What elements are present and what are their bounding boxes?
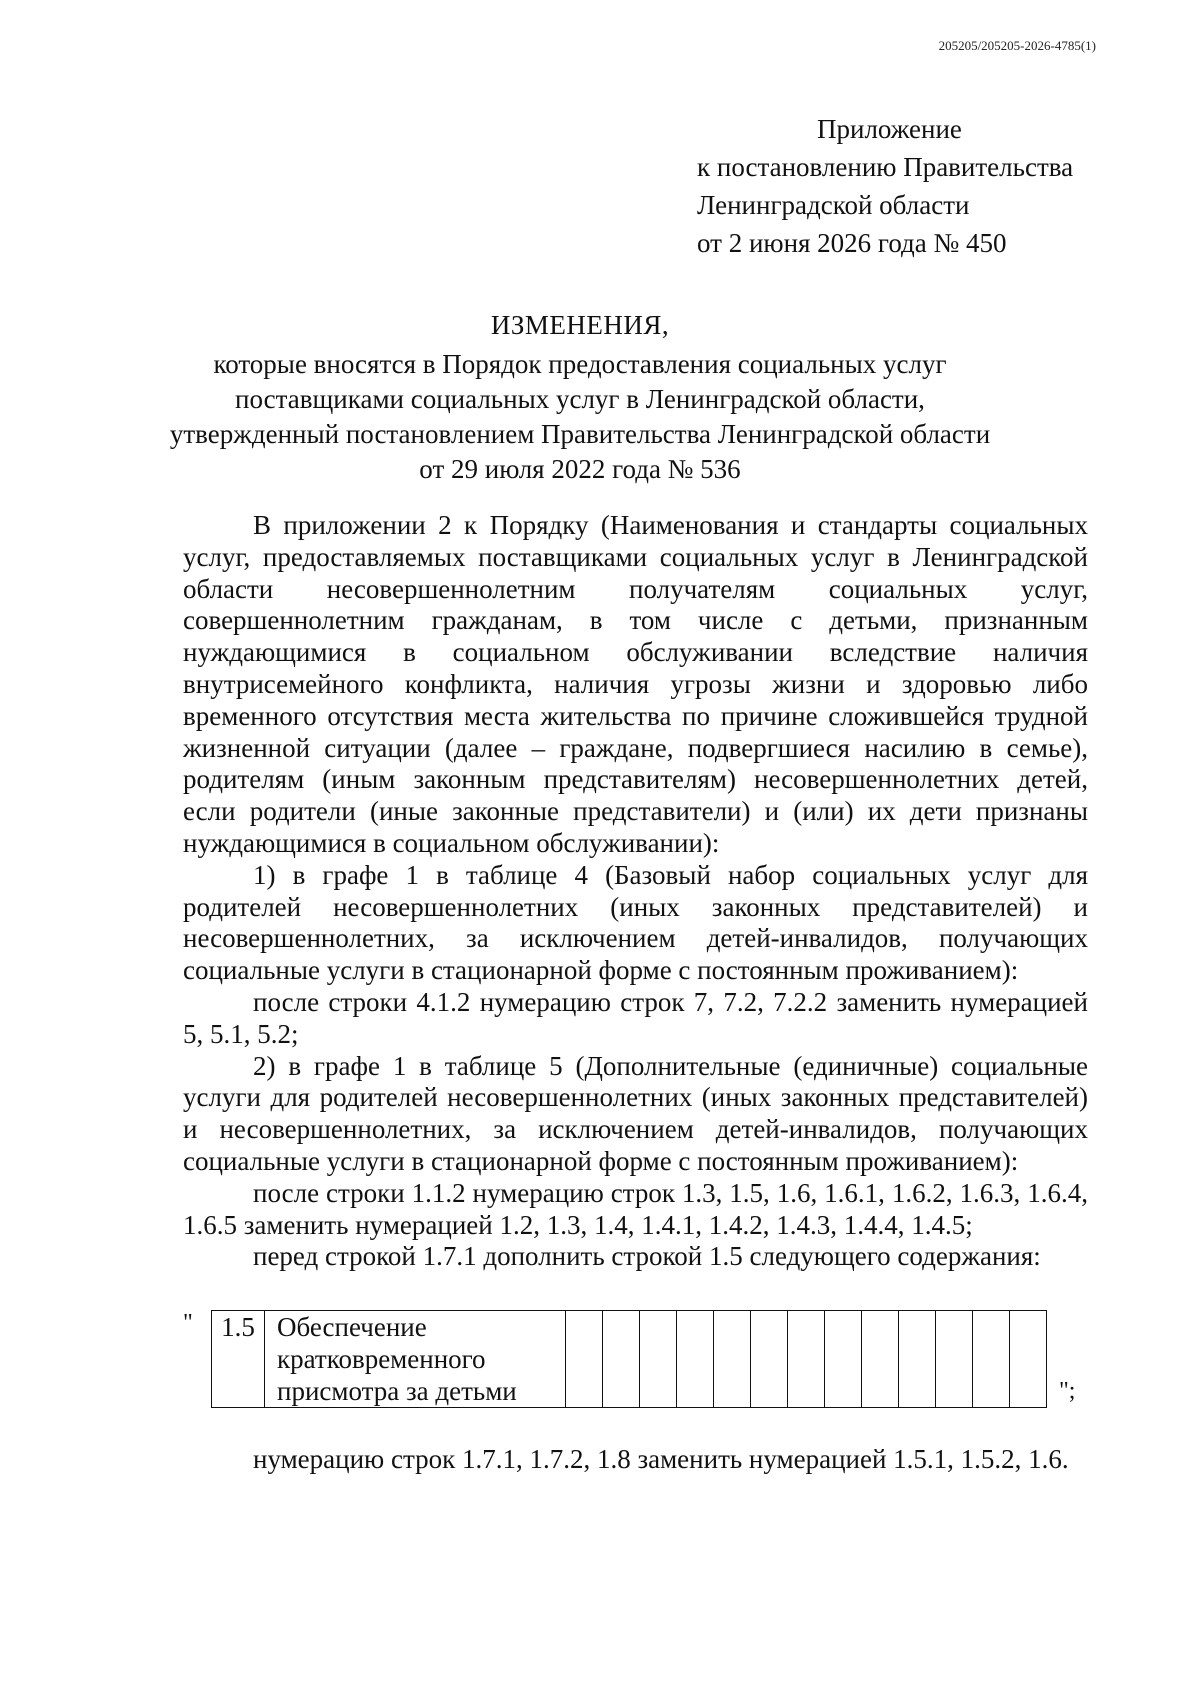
empty-cell [640, 1311, 677, 1408]
empty-cell [677, 1311, 714, 1408]
approval-line-appendix: Приложение [817, 114, 962, 144]
document-title [140, 308, 1020, 487]
item-2-paragraph: 2) в графе 1 в таблице 5 (Дополнительные (единичные) социальные услуги для родителей несовершеннолетних (иных законных представителей) и несовершеннолетних, за исключением детей-инвалидов, получающих социальные услуги в стационарной форме с постоянным проживанием): [183, 1050, 1088, 1176]
inserted-row-grid [211, 1310, 1047, 1408]
approval-line-resolution: к постановлению Правительства [697, 152, 1074, 182]
row-name-line-1: Обеспечение [277, 1312, 427, 1342]
title-line-1: которые вносятся в Порядок предоставления социальных услуг [213, 349, 947, 379]
empty-cell [751, 1311, 788, 1408]
row-name-cell [265, 1311, 566, 1408]
document-number: 205205/205205-2026-4785(1) [938, 38, 1096, 53]
intro-paragraph: В приложении 2 к Порядку (Наименования и стандарты социальных услуг, предоставляемых поставщиками социальных услуг в Ленинградской области несовершеннолетним получателям социальных услуг, совершеннолетним гражданам, в том числе с детьми, признанным нуждающимися в социальном обслуживании вследствие наличия внутрисемейного конфликта, наличия угрозы жизни и здоровью либо временного отсутствия места жительства по причине сложившейся трудной жизненной ситуации (далее – граждане, подвергшиеся насилию в семье), родителям (иным законным представителям) несовершеннолетних детей, если родители (иные законные представители) и (или) их дети признаны нуждающимися в социальном обслуживании): [183, 510, 1088, 858]
title-heading: ИЗМЕНЕНИЯ, [490, 310, 670, 340]
table-row [212, 1311, 1047, 1408]
empty-cell [936, 1311, 973, 1408]
item-2-change-paragraph: после строки 1.1.2 нумерацию строк 1.3, 1.5, 1.6, 1.6.1, 1.6.2, 1.6.3, 1.6.4, 1.6.5 заменить нумерацией 1.2, 1.3, 1.4, 1.4.1, 1.4.2, 1.4.3, 1.4.4, 1.4.5; [183, 1177, 1088, 1240]
empty-cell [899, 1311, 936, 1408]
item-1-change-paragraph: после строки 4.1.2 нумерацию строк 7, 7.2, 7.2.2 заменить нумерацией 5, 5.1, 5.2; [183, 986, 1088, 1049]
empty-cell [825, 1311, 862, 1408]
document-body [183, 510, 1088, 1273]
empty-cell [603, 1311, 640, 1408]
final-paragraph: нумерацию строк 1.7.1, 1.7.2, 1.8 заменить нумерацией 1.5.1, 1.5.2, 1.6. [253, 1444, 1069, 1474]
empty-cell [973, 1311, 1010, 1408]
empty-cell [566, 1311, 603, 1408]
quote-close-mark: "; [1059, 1378, 1076, 1404]
title-line-4: от 29 июля 2022 года № 536 [419, 454, 741, 484]
approval-line-region: Ленинградской области [697, 190, 970, 220]
quote-open-mark: " [183, 1310, 193, 1336]
empty-cell [1010, 1311, 1047, 1408]
row-name-line-2: кратковременного [277, 1344, 486, 1374]
approval-line-date: от 2 июня 2026 года № 450 [697, 228, 1007, 258]
inserted-row-table [183, 1310, 1088, 1406]
empty-cell [862, 1311, 899, 1408]
title-line-3: утвержденный постановлением Правительства Ленинградской области [169, 419, 991, 449]
item-1-paragraph: 1) в графе 1 в таблице 4 (Базовый набор социальных услуг для родителей несовершеннолетних (иных законных представителей) и несовершеннолетних, за исключением детей-инвалидов, получающих социальные услуги в стационарной форме с постоянным проживанием): [183, 859, 1088, 986]
empty-cell [788, 1311, 825, 1408]
title-line-2: поставщиками социальных услуг в Ленинградской области, [235, 384, 925, 414]
row-name-line-3: присмотра за детьми [277, 1376, 517, 1406]
empty-cell [714, 1311, 751, 1408]
row-number-cell: 1.5 [212, 1311, 265, 1408]
approval-block [697, 110, 1073, 262]
item-2-insert-paragraph: перед строкой 1.7.1 дополнить строкой 1.5 следующего содержания: [253, 1241, 1041, 1272]
